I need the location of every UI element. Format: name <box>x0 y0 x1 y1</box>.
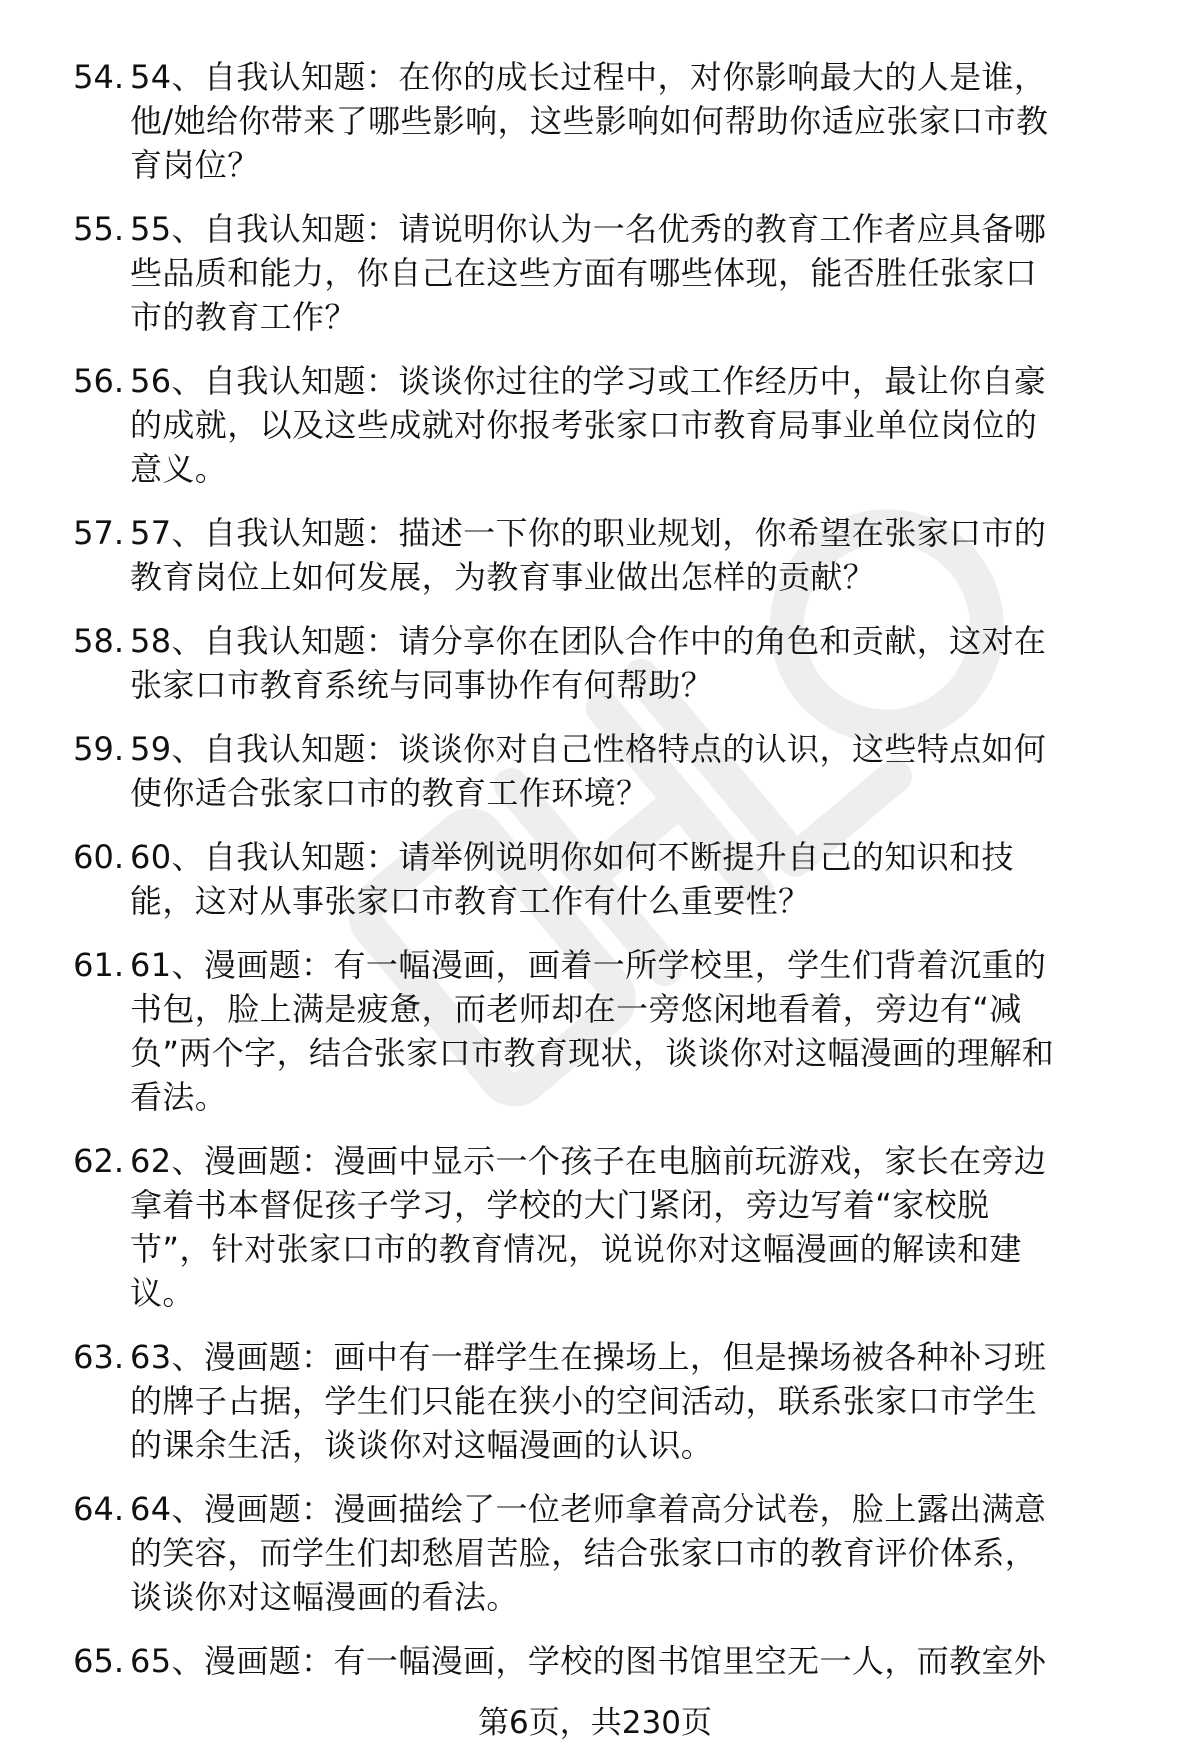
question-text: 57、自我认知题：描述一下你的职业规划，你希望在张家口市的 教育岗位上如何发展，为教育事业做出怎样的贡献？ <box>130 514 1047 596</box>
list-item <box>0 943 1190 1119</box>
list-item <box>0 207 1190 339</box>
question-number: 59. <box>73 730 124 768</box>
list-item <box>0 359 1190 491</box>
question-number: 63. <box>73 1338 124 1376</box>
question-number: 64. <box>73 1490 124 1528</box>
question-list <box>0 55 1190 1703</box>
question-number: 62. <box>73 1142 124 1180</box>
list-item <box>0 727 1190 815</box>
question-text: 58、自我认知题：请分享你在团队合作中的角色和贡献，这对在 张家口市教育系统与同事协作有何帮助？ <box>130 622 1047 704</box>
question-number: 55. <box>73 210 124 248</box>
list-item <box>0 55 1190 187</box>
question-number: 56. <box>73 362 124 400</box>
question-number: 54. <box>73 58 124 96</box>
question-text: 63、漫画题：画中有一群学生在操场上，但是操场被各种补习班 的牌子占据，学生们只能在狭小的空间活动，联系张家口市学生 的课余生活，谈谈你对这幅漫画的认识。 <box>130 1338 1047 1464</box>
question-text: 65、漫画题：有一幅漫画，学校的图书馆里空无一人，而教室外 <box>130 1642 1047 1680</box>
question-text: 55、自我认知题：请说明你认为一名优秀的教育工作者应具备哪 些品质和能力，你自己在这些方面有哪些体现，能否胜任张家口 市的教育工作？ <box>130 210 1047 336</box>
list-item <box>0 511 1190 599</box>
list-item <box>0 1487 1190 1619</box>
question-number: 58. <box>73 622 124 660</box>
list-item <box>0 835 1190 923</box>
question-text: 61、漫画题：有一幅漫画，画着一所学校里，学生们背着沉重的 书包，脸上满是疲惫，而老师却在一旁悠闲地看着，旁边有“减 负”两个字，结合张家口市教育现状，谈谈你对这幅漫画的理解和 看法。 <box>130 946 1055 1116</box>
list-item <box>0 1639 1190 1683</box>
question-text: 60、自我认知题：请举例说明你如何不断提升自己的知识和技 能，这对从事张家口市教育工作有什么重要性？ <box>130 838 1014 920</box>
question-number: 60. <box>73 838 124 876</box>
list-item <box>0 1139 1190 1315</box>
question-text: 62、漫画题：漫画中显示一个孩子在电脑前玩游戏，家长在旁边 拿着书本督促孩子学习，学校的大门紧闭，旁边写着“家校脱 节”，针对张家口市的教育情况，说说你对这幅漫画的解读和建 议。 <box>130 1142 1047 1312</box>
list-item <box>0 1335 1190 1467</box>
question-text: 54、自我认知题：在你的成长过程中，对你影响最大的人是谁， 他/她给你带来了哪些影响，这些影响如何帮助你适应张家口市教 育岗位？ <box>130 58 1049 184</box>
question-number: 57. <box>73 514 124 552</box>
page-footer: 第6页，共230页 <box>478 1705 712 1741</box>
question-text: 59、自我认知题：谈谈你对自己性格特点的认识，这些特点如何 使你适合张家口市的教育工作环境？ <box>130 730 1047 812</box>
question-text: 64、漫画题：漫画描绘了一位老师拿着高分试卷，脸上露出满意 的笑容，而学生们却愁眉苦脸，结合张家口市的教育评价体系， 谈谈你对这幅漫画的看法。 <box>130 1490 1047 1616</box>
question-number: 61. <box>73 946 124 984</box>
list-item <box>0 619 1190 707</box>
question-number: 65. <box>73 1642 124 1680</box>
question-text: 56、自我认知题：谈谈你过往的学习或工作经历中，最让你自豪 的成就，以及这些成就对你报考张家口市教育局事业单位岗位的 意义。 <box>130 362 1047 488</box>
